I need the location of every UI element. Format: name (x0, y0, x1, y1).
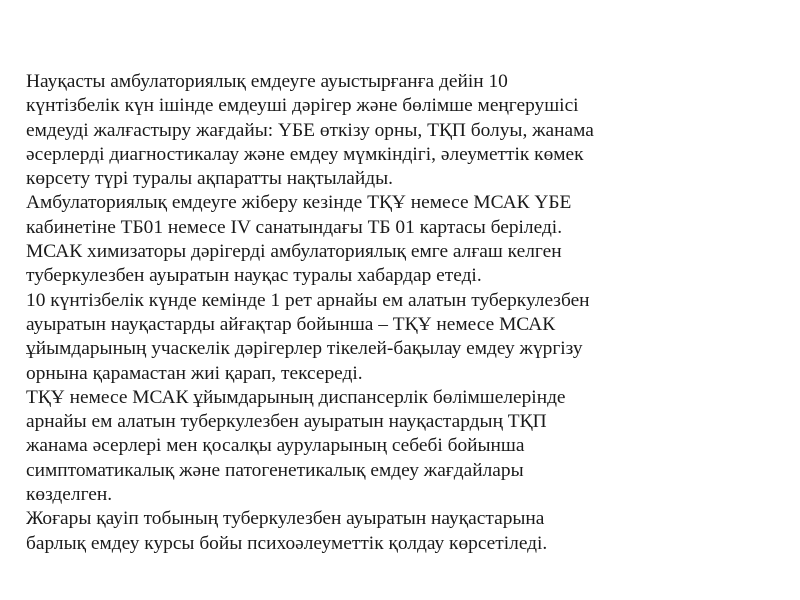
text-line: Науқасты амбулаториялық емдеуге ауыстырғанға дейін 10 (26, 71, 508, 92)
body-text (26, 70, 788, 556)
text-line: жанама әсерлері мен қосалқы ауруларының себебі бойынша (26, 435, 525, 457)
text-line: 10 күнтізбелік күнде кемінде 1 рет арнайы ем алатын туберкулезбен (26, 289, 590, 311)
text-line: емдеуді жалғастыру жағдайы: ҮБЕ өткізу орны, ТҚП болуы, жанама (26, 119, 594, 141)
text-line: көрсету түрі туралы ақпаратты нақтылайды. (26, 168, 394, 190)
text-line: арнайы ем алатын туберкулезбен ауыратын науқастардың ТҚП (26, 411, 547, 433)
text-line: Жоғары қауіп тобының туберкулезбен ауыратын науқастарына (26, 508, 545, 530)
text-line: туберкулезбен ауыратын науқас туралы хабардар етеді. (26, 265, 482, 287)
text-line: әсерлерді диагностикалау және емдеу мүмкіндігі, әлеуметтік көмек (26, 143, 584, 165)
text-line: симптоматикалық және патогенетикалық емдеу жағдайлары (26, 459, 524, 481)
text-line: күнтізбелік күн ішінде емдеуші дәрігер және бөлімше меңгерушісі (26, 95, 579, 117)
text-line: ұйымдарының учаскелік дәрігерлер тікелей-бақылау емдеу жүргізу (26, 338, 583, 360)
text-line: орнына қарамастан жиі қарап, тексереді. (26, 362, 363, 384)
text-line: МСАК химизаторы дәрігерді амбулаториялық емге алғаш келген (26, 241, 562, 263)
text-line: барлық емдеу курсы бойы психоәлеуметтік қолдау көрсетіледі. (26, 532, 548, 554)
text-line: көзделген. (26, 484, 113, 506)
text-line: Амбулаториялық емдеуге жіберу кезінде ТҚҰ немесе МСАК ҮБЕ (26, 192, 572, 214)
text-line: кабинетіне ТБ01 немесе IV санатындағы ТБ 01 картасы беріледі. (26, 216, 563, 238)
text-line: ауыратын науқастарды айғақтар бойынша – ТҚҰ немесе МСАК (26, 313, 556, 335)
text-line: ТҚҰ немесе МСАК ұйымдарының диспансерлік бөлімшелерінде (26, 386, 566, 408)
